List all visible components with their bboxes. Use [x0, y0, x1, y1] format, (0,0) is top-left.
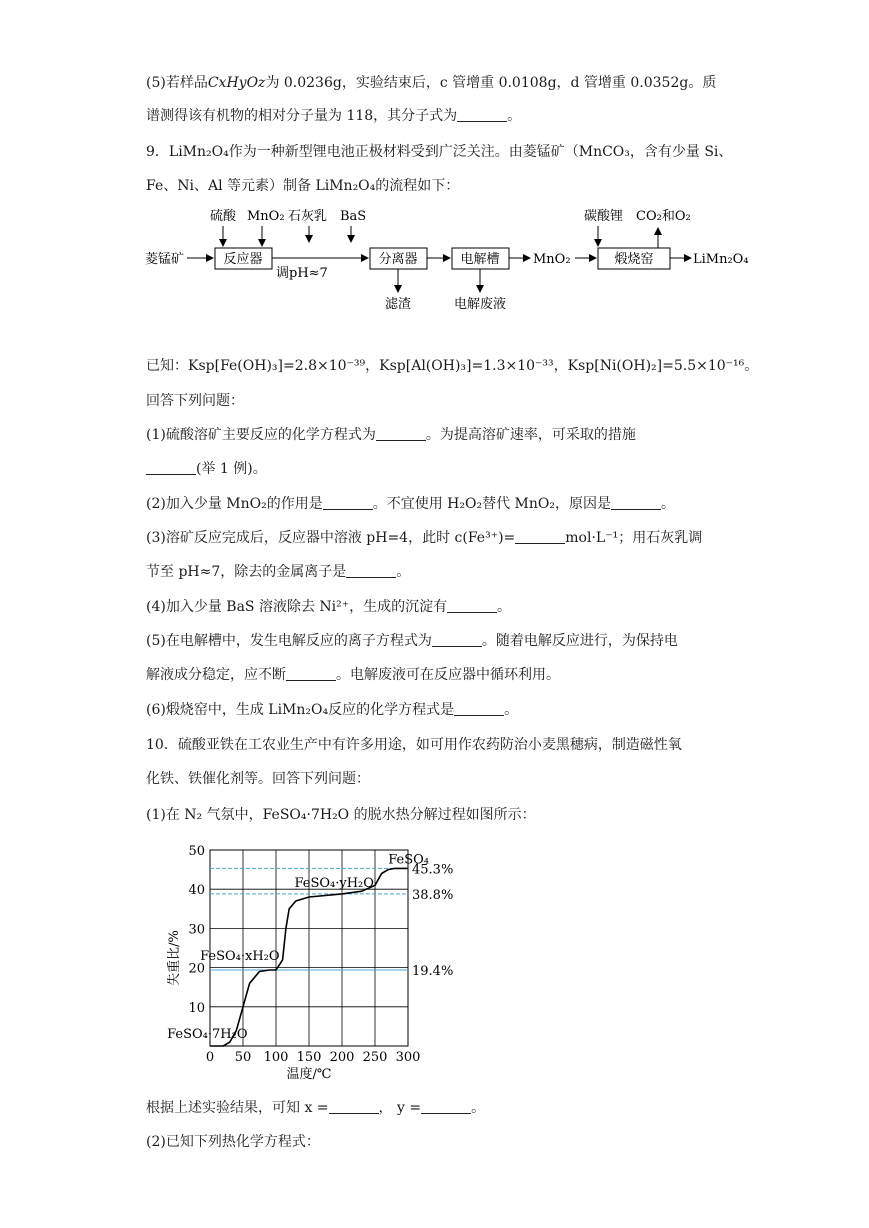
product-label: LiMn₂O₄: [693, 252, 749, 267]
text: (5)若样品: [146, 75, 208, 91]
y-tick-label: 40: [188, 883, 205, 899]
reference-label: 38.8%: [412, 887, 454, 903]
x-tick-label: 250: [362, 1050, 388, 1065]
text: 。: [661, 496, 675, 512]
q9-part3-line1: [146, 528, 702, 548]
ph-label: 调pH≈7: [276, 266, 328, 281]
text: 。电解废液可在反应器中循环利用。: [336, 667, 560, 683]
text: (4)加入少量 BaS 溶液除去 Ni²⁺，生成的沉淀有: [146, 599, 448, 615]
q9-part5-line2: [146, 665, 560, 685]
text: 根据上述实验结果，可知 x =: [146, 1100, 329, 1116]
q9-part5-line1: [146, 631, 678, 651]
x-tick-label: 0: [205, 1050, 215, 1065]
output-co2-o2: CO₂和O₂: [636, 209, 691, 224]
chart-annotation: FeSO₄·yH₂O: [294, 876, 374, 892]
text: 。: [471, 1100, 486, 1116]
text: 解液成分稳定，应不断: [146, 667, 286, 683]
y-tick-label: 30: [188, 922, 205, 938]
answer-blank: [376, 426, 426, 441]
input-lime: 石灰乳: [288, 209, 328, 224]
x-tick-label: 300: [395, 1050, 421, 1065]
cell-label: 电解槽: [460, 252, 500, 267]
input-bas: BaS: [340, 209, 367, 224]
q9-answer-header: 回答下列问题：: [146, 393, 244, 409]
answer-blank: [457, 107, 507, 122]
chart-annotation: FeSO₄: [388, 852, 429, 868]
answer-blank: [611, 495, 661, 510]
input-h2so4: 硫酸: [210, 209, 237, 224]
answer-blank-x: [329, 1099, 379, 1114]
q10-part1: (1)在 N₂ 气氛中，FeSO₄·7H₂O 的脱水热分解过程如图所示：: [146, 807, 536, 823]
q9-part4: [146, 597, 511, 617]
text: ， y =: [378, 1100, 422, 1116]
y-tick-label: 10: [188, 1000, 205, 1016]
x-tick-label: 200: [329, 1050, 355, 1065]
text: 节至 pH≈7，除去的金属离子是: [146, 564, 347, 580]
q9-part2: [146, 494, 675, 514]
answer-blank: [432, 632, 482, 647]
text: (3)溶矿反应完成后，反应器中溶液 pH=4，此时 c(Fe³⁺)=: [146, 530, 516, 546]
input-mno2: MnO₂: [247, 209, 285, 224]
x-tick-label: 100: [263, 1050, 289, 1065]
input-li2co3: 碳酸锂: [584, 209, 624, 224]
text: 。: [504, 702, 519, 718]
dehydration-chart: [140, 838, 470, 1088]
mno2-label: MnO₂: [533, 252, 571, 267]
answer-blank: [346, 563, 396, 578]
q9-intro-2: Fe、Ni、Al 等元素）制备 LiMn₂O₄的流程如下：: [146, 178, 460, 194]
q10-intro-2: 化铁、铁催化剂等。回答下列问题：: [146, 771, 370, 787]
kiln-label: 煅烧窑: [614, 252, 654, 267]
text: (2)加入少量 MnO₂的作用是: [146, 496, 323, 512]
x-tick-label: 150: [296, 1050, 322, 1065]
q9-part6: [146, 700, 518, 720]
q9-part1-line1: [146, 425, 636, 445]
answer-blank-y: [421, 1099, 471, 1114]
start-ore: 菱锰矿: [145, 252, 185, 267]
text: 。: [507, 108, 522, 124]
x-tick-label: 50: [234, 1050, 252, 1065]
text: 谱测得该有机物的相对分子量为 118，其分子式为: [146, 108, 458, 124]
waste-label: 电解废液: [453, 297, 507, 312]
chart-annotation: FeSO₄·7H₂O: [167, 1027, 248, 1043]
q10-result: [146, 1098, 485, 1118]
process-flow-diagram: [140, 200, 760, 320]
text: 为 0.0236g，实验结束后，c 管增重 0.0108g，d 管增重 0.0352g。质: [265, 75, 717, 91]
answer-blank: [286, 666, 336, 681]
y-tick-label: 50: [188, 844, 205, 859]
separator-label: 分离器: [378, 252, 418, 267]
answer-blank: [515, 529, 565, 544]
q9-known: 已知：Ksp[Fe(OH)₃]=2.8×10⁻³⁹，Ksp[Al(OH)₃]=1.3×10⁻³³，Ksp[Ni(OH)₂]=5.5×10⁻¹⁶。: [146, 358, 759, 374]
text: 。随着电解反应进行，为保持电: [481, 633, 678, 649]
text: (6)煅烧窑中，生成 LiMn₂O₄反应的化学方程式是: [146, 702, 455, 718]
text: 。不宜使用 H₂O₂替代 MnO₂，原因是: [372, 496, 611, 512]
text: 。: [396, 564, 411, 580]
text: (1)硫酸溶矿主要反应的化学方程式为: [146, 427, 376, 443]
formula: CxHyOz: [207, 75, 266, 91]
q8-5-line2: [146, 106, 521, 126]
q9-part1-line2: [146, 459, 267, 479]
q8-5-line1: [146, 73, 716, 93]
q10-part2: (2)已知下列热化学方程式：: [146, 1134, 320, 1150]
reference-label: 45.3%: [412, 862, 454, 878]
q10-intro-1: 10．硫酸亚铁在工农业生产中有许多用途，如可用作农药防治小麦黑穗病，制造磁性氧: [146, 737, 682, 753]
text: 。为提高溶矿速率，可采取的措施: [425, 427, 636, 443]
answer-blank: [146, 460, 196, 475]
answer-blank: [454, 701, 504, 716]
answer-blank: [447, 598, 497, 613]
reference-label: 19.4%: [412, 963, 454, 979]
y-tick-label: 20: [188, 961, 205, 977]
residue-label: 滤渣: [384, 297, 412, 312]
reactor-label: 反应器: [223, 252, 263, 267]
text: (举 1 例)。: [196, 461, 267, 477]
x-axis-label: 温度/℃: [286, 1067, 332, 1082]
chart-annotation: FeSO₄·xH₂O: [200, 948, 280, 964]
q9-intro-1: 9．LiMn₂O₄作为一种新型锂电池正极材料受到广泛关注。由菱锰矿（MnCO₃，含有少量 Si、: [146, 144, 733, 160]
text: (5)在电解槽中，发生电解反应的离子方程式为: [146, 633, 432, 649]
answer-blank: [323, 495, 373, 510]
y-axis-label: 失重比/%: [167, 930, 182, 986]
q9-part3-line2: [146, 562, 410, 582]
text: mol·L⁻¹；用石灰乳调: [565, 530, 703, 546]
text: 。: [497, 599, 512, 615]
